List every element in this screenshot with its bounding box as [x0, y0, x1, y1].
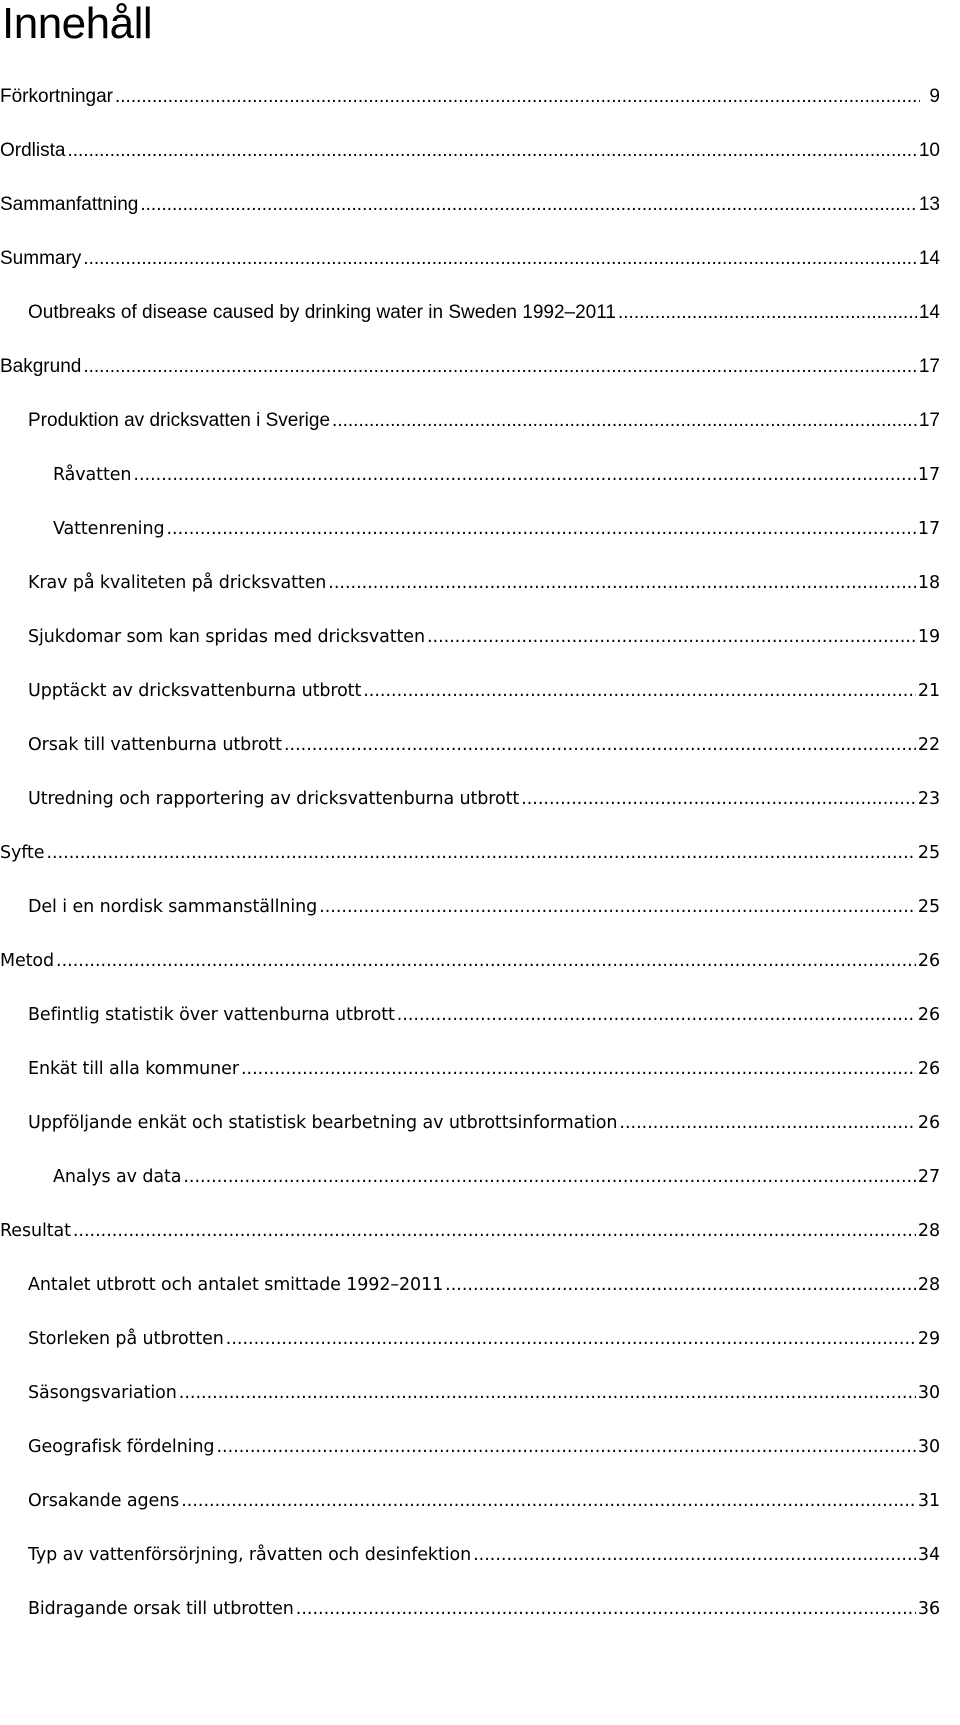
toc-page-number: 25 [917, 897, 940, 917]
page-title: Innehåll [2, 0, 153, 48]
toc-entry-label: Förkortningar [0, 86, 113, 107]
toc-entry-utredning[interactable] [0, 782, 940, 836]
toc-page-number: 17 [918, 410, 940, 431]
toc-entry-label: Bakgrund [0, 356, 82, 377]
toc-page-number: 28 [917, 1275, 940, 1295]
toc-entry-label: Syfte [0, 843, 45, 863]
toc-entry-label: Analys av data [53, 1167, 182, 1187]
toc-dot-leader [83, 242, 917, 276]
toc-dot-leader [619, 1106, 916, 1140]
toc-dot-leader [216, 1430, 915, 1464]
toc-dot-leader [284, 728, 916, 762]
toc-dot-leader [181, 1484, 916, 1518]
toc-dot-leader [473, 1538, 916, 1572]
toc-page-number: 17 [917, 519, 940, 539]
toc-entry-bakgrund[interactable] [0, 350, 940, 404]
toc-entry-label: Metod [0, 951, 55, 971]
toc-entry-label: Outbreaks of disease caused by drinking water in Sweden 1992–2011 [28, 302, 616, 323]
toc-entry-upptackt[interactable] [0, 674, 940, 728]
toc-dot-leader [133, 458, 916, 492]
toc-entry-typ[interactable] [0, 1538, 940, 1592]
toc-entry-label: Upptäckt av dricksvattenburna utbrott [28, 681, 362, 701]
toc-entry-uppfoljande[interactable] [0, 1106, 940, 1160]
toc-entry-label: Befintlig statistik över vattenburna utbrott [28, 1005, 395, 1025]
toc-entry-label: Orsak till vattenburna utbrott [28, 735, 282, 755]
toc-page-number: 25 [917, 843, 940, 863]
toc-entry-enkat[interactable] [0, 1052, 940, 1106]
toc-page-number: 14 [918, 248, 940, 269]
toc-page-number: 10 [918, 140, 940, 161]
toc-entry-label: Summary [0, 248, 82, 269]
toc-page-number: 26 [917, 1005, 940, 1025]
toc-entry-syfte[interactable] [0, 836, 940, 890]
toc-entry-label: Enkät till alla kommuner [28, 1059, 239, 1079]
toc-dot-leader [296, 1592, 916, 1626]
toc-entry-label: Krav på kvaliteten på dricksvatten [28, 573, 327, 593]
toc-dot-leader [67, 134, 916, 168]
toc-entry-label: Råvatten [53, 465, 132, 485]
toc-entry-label: Sammanfattning [0, 194, 139, 215]
toc-entry-analys[interactable] [0, 1160, 940, 1214]
toc-entry-forkortningar[interactable] [0, 80, 940, 134]
toc-page-number: 9 [929, 86, 940, 107]
toc-page-number: 26 [917, 1059, 940, 1079]
toc-entry-label: Typ av vattenförsörjning, råvatten och desinfektion [28, 1545, 472, 1565]
toc-entry-label: Ordlista [0, 140, 66, 161]
toc-page-number: 22 [917, 735, 940, 755]
toc-entry-krav[interactable] [0, 566, 940, 620]
toc-entry-label: Geografisk fördelning [28, 1437, 215, 1457]
toc-entry-label: Resultat [0, 1221, 71, 1241]
toc-entry-summary[interactable] [0, 242, 940, 296]
toc-page-number: 26 [917, 1113, 940, 1133]
toc-entry-resultat[interactable] [0, 1214, 940, 1268]
toc-page-number: 34 [917, 1545, 940, 1565]
toc-page-number: 27 [917, 1167, 940, 1187]
toc-page-number: 30 [917, 1383, 940, 1403]
toc-entry-ravatten[interactable] [0, 458, 940, 512]
toc-entry-label: Sjukdomar som kan spridas med dricksvatten [28, 627, 425, 647]
toc-dot-leader [618, 296, 917, 330]
toc-entry-nordisk[interactable] [0, 890, 940, 944]
toc-entry-label: Produktion av dricksvatten i Sverige [28, 410, 331, 431]
toc-entry-sasong[interactable] [0, 1376, 940, 1430]
toc-dot-leader [73, 1214, 916, 1248]
toc-entry-metod[interactable] [0, 944, 940, 998]
toc-dot-leader [226, 1322, 916, 1356]
toc-entry-geografisk[interactable] [0, 1430, 940, 1484]
toc-page-number: 30 [917, 1437, 940, 1457]
toc-page-number: 19 [917, 627, 940, 647]
toc-page-number: 17 [917, 465, 940, 485]
toc-dot-leader [241, 1052, 916, 1086]
toc-entry-label: Orsakande agens [28, 1491, 180, 1511]
toc-entry-label: Del i en nordisk sammanställning [28, 897, 318, 917]
toc-dot-leader [328, 566, 916, 600]
toc-entry-label: Vattenrening [53, 519, 165, 539]
toc-dot-leader [319, 890, 916, 924]
toc-entry-sammanfattning[interactable] [0, 188, 940, 242]
toc-entry-produktion[interactable] [0, 404, 940, 458]
toc-page-number: 18 [917, 573, 940, 593]
toc-entry-sjukdomar[interactable] [0, 620, 940, 674]
toc-dot-leader [179, 1376, 916, 1410]
toc-entry-label: Storleken på utbrotten [28, 1329, 224, 1349]
toc-entry-label: Uppföljande enkät och statistisk bearbetning av utbrottsinformation [28, 1113, 618, 1133]
toc-entry-outbreaks[interactable] [0, 296, 940, 350]
toc-entry-label: Säsongsvariation [28, 1383, 177, 1403]
toc-dot-leader [83, 350, 917, 384]
toc-dot-leader [183, 1160, 916, 1194]
toc-dot-leader [397, 998, 916, 1032]
toc-entry-orsak[interactable] [0, 728, 940, 782]
toc-page-number: 36 [917, 1599, 940, 1619]
toc-page-number: 13 [918, 194, 940, 215]
toc-page-number: 21 [917, 681, 940, 701]
toc-page-number: 29 [917, 1329, 940, 1349]
toc-dot-leader [46, 836, 915, 870]
toc-dot-leader [363, 674, 916, 708]
toc-entry-bidragande[interactable] [0, 1592, 940, 1646]
toc-page-number: 17 [918, 356, 940, 377]
toc-entry-label: Bidragande orsak till utbrotten [28, 1599, 294, 1619]
toc-dot-leader [521, 782, 916, 816]
toc-dot-leader [427, 620, 916, 654]
toc-entry-agens[interactable] [0, 1484, 940, 1538]
toc-entry-vattenrening[interactable] [0, 512, 940, 566]
toc-dot-leader [115, 80, 920, 114]
toc-page-number: 31 [917, 1491, 940, 1511]
toc-entry-antalet[interactable] [0, 1268, 940, 1322]
toc-page-number: 28 [917, 1221, 940, 1241]
toc-dot-leader [166, 512, 915, 546]
toc-page-number: 26 [917, 951, 940, 971]
toc-entry-label: Antalet utbrott och antalet smittade 1992–2011 [28, 1275, 444, 1295]
toc-entry-storleken[interactable] [0, 1322, 940, 1376]
toc-dot-leader [56, 944, 916, 978]
toc-page-number: 14 [918, 302, 940, 323]
toc-entry-label: Utredning och rapportering av dricksvattenburna utbrott [28, 789, 520, 809]
toc-entry-befintlig[interactable] [0, 998, 940, 1052]
toc-page-number: 23 [917, 789, 940, 809]
toc-dot-leader [140, 188, 917, 222]
toc-dot-leader [445, 1268, 916, 1302]
toc-entry-ordlista[interactable] [0, 134, 940, 188]
toc-dot-leader [332, 404, 917, 438]
table-of-contents [0, 80, 960, 1646]
